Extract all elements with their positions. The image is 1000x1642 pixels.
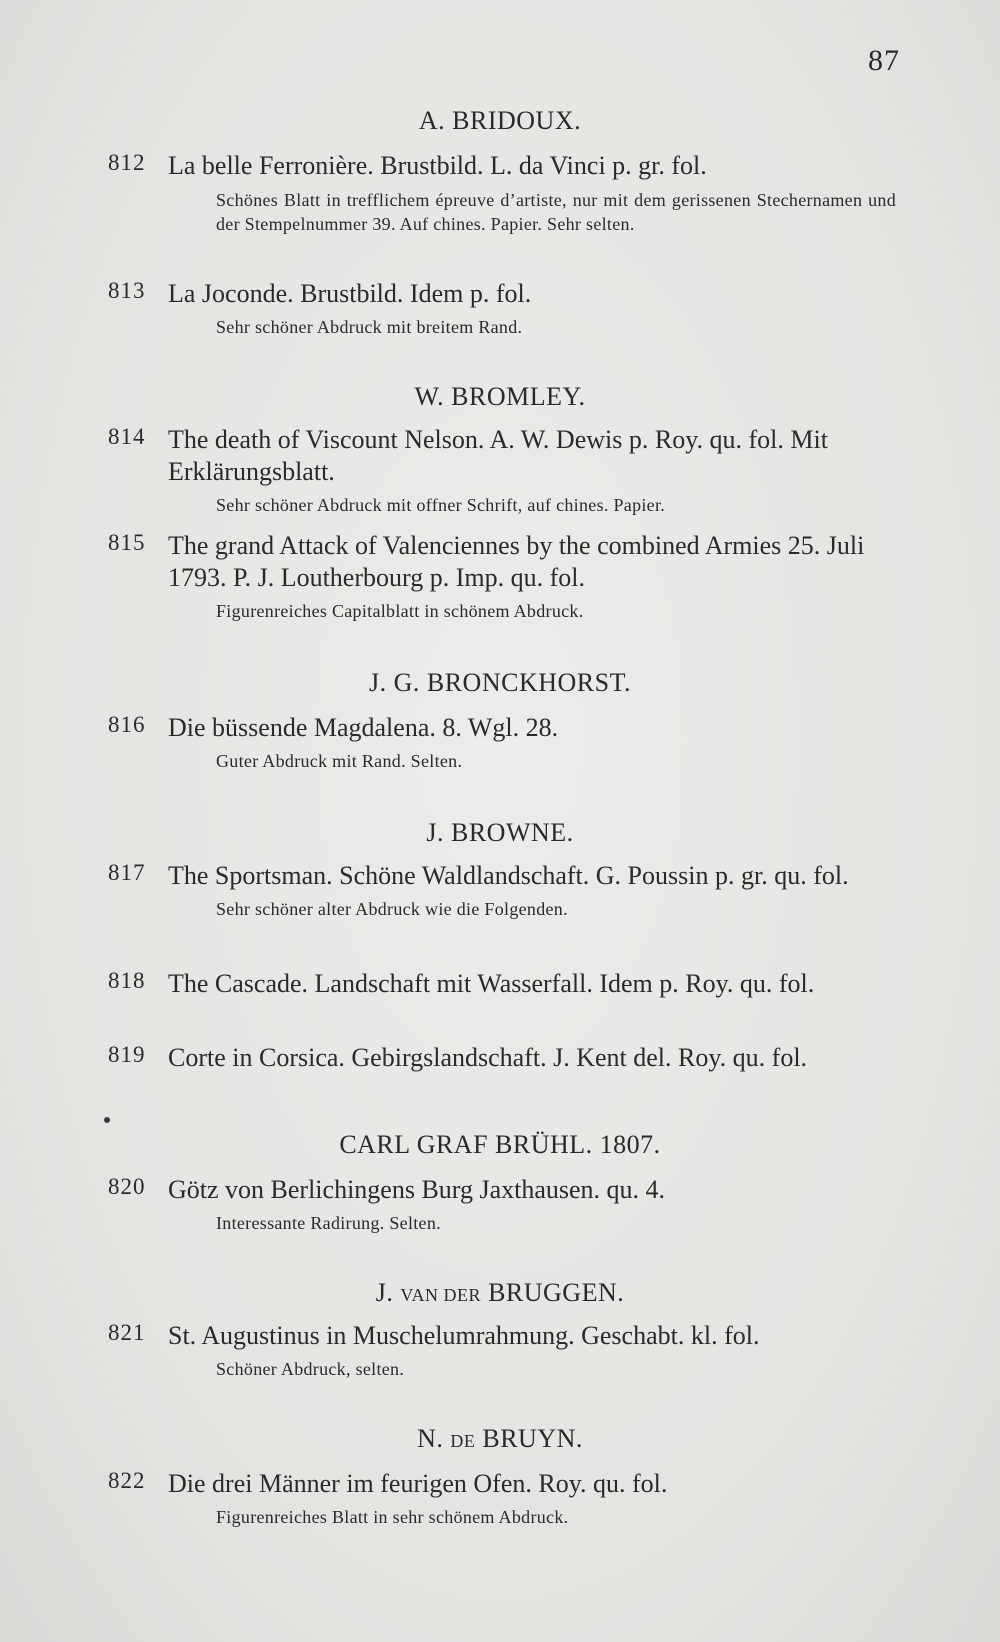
entry-note: Schönes Blatt in trefflichem épreuve d’artiste, nur mit dem gerissenen Stechernamen und der Stempelnummer 39. Auf chines. Papier. Sehr selten. (216, 190, 896, 234)
entry-number: 813 (108, 278, 146, 303)
entry-812 (108, 150, 898, 236)
entry-number: 819 (108, 1042, 146, 1067)
entry-title: La belle Ferronière. Brustbild. L. da Vinci p. gr. fol. (168, 151, 707, 180)
section-heading-bruehl: CARL GRAF BRÜHL. 1807. (339, 1130, 661, 1159)
stray-dot (104, 1117, 110, 1123)
entry-number: 821 (108, 1320, 146, 1345)
entry-815 (108, 530, 898, 624)
entry-822 (108, 1468, 898, 1530)
page-number: 87 (868, 44, 900, 77)
entry-number: 817 (108, 860, 146, 885)
entry-number: 814 (108, 424, 146, 449)
entry-number: 822 (108, 1468, 146, 1493)
entry-note: Sehr schöner Abdruck mit offner Schrift, auf chines. Papier. (216, 495, 666, 515)
entry-818 (108, 968, 898, 1000)
heading-part: BRUYN. (475, 1424, 583, 1453)
section-heading-bromley: W. BROMLEY. (414, 382, 586, 411)
entry-title: The death of Viscount Nelson. A. W. Dewis p. Roy. qu. fol. Mit Erklärungsblatt. (168, 425, 828, 486)
entry-note: Sehr schöner Abdruck mit breitem Rand. (216, 317, 523, 337)
section-heading-bronckhorst: J. G. BRONCKHORST. (368, 668, 632, 697)
heading-part-smallcaps: VAN DER (400, 1285, 482, 1305)
section-heading-browne: J. BROWNE. (426, 818, 574, 847)
entry-title: Die drei Männer im feurigen Ofen. Roy. qu. fol. (168, 1469, 668, 1498)
entry-number: 812 (108, 150, 146, 175)
section-heading-bruyn (0, 1424, 1000, 1454)
entry-title: The Cascade. Landschaft mit Wasserfall. Idem p. Roy. qu. fol. (168, 969, 815, 998)
entry-number: 815 (108, 530, 146, 555)
entry-820 (108, 1174, 898, 1236)
entry-816 (108, 712, 898, 774)
entry-note: Interessante Radirung. Selten. (216, 1213, 441, 1233)
heading-part: J. (375, 1278, 401, 1307)
heading-part: BRUGGEN. (481, 1278, 625, 1307)
entry-number: 818 (108, 968, 146, 993)
entry-title: La Joconde. Brustbild. Idem p. fol. (168, 279, 532, 308)
entry-note: Figurenreiches Capitalblatt in schönem Abdruck. (216, 601, 584, 621)
entry-title: Götz von Berlichingens Burg Jaxthausen. qu. 4. (168, 1175, 666, 1204)
entry-821 (108, 1320, 898, 1382)
heading-part-smallcaps: DE (450, 1431, 476, 1451)
entry-note: Sehr schöner alter Abdruck wie die Folgenden. (216, 899, 568, 919)
section-heading-bridoux: A. BRIDOUX. (418, 106, 582, 135)
entry-title: Corte in Corsica. Gebirgslandschaft. J. Kent del. Roy. qu. fol. (168, 1043, 808, 1072)
entry-title: The Sportsman. Schöne Waldlandschaft. G. Poussin p. gr. qu. fol. (168, 861, 849, 890)
entry-number: 816 (108, 712, 146, 737)
entry-title: St. Augustinus in Muschelumrahmung. Geschabt. kl. fol. (168, 1321, 760, 1350)
entry-817 (108, 860, 898, 922)
entry-819 (108, 1042, 898, 1074)
heading-part: N. (417, 1424, 451, 1453)
entry-note: Schöner Abdruck, selten. (216, 1359, 405, 1379)
entry-note: Figurenreiches Blatt in sehr schönem Abdruck. (216, 1507, 569, 1527)
entry-814 (108, 424, 898, 518)
entry-813 (108, 278, 898, 340)
entry-title: The grand Attack of Valenciennes by the combined Armies 25. Juli 1793. P. J. Loutherbourg p. Imp. qu. fol. (168, 531, 865, 592)
entry-title: Die büssende Magdalena. 8. Wgl. 28. (168, 713, 559, 742)
entry-number: 820 (108, 1174, 146, 1199)
entry-note: Guter Abdruck mit Rand. Selten. (216, 751, 463, 771)
section-heading-bruggen (0, 1278, 1000, 1308)
